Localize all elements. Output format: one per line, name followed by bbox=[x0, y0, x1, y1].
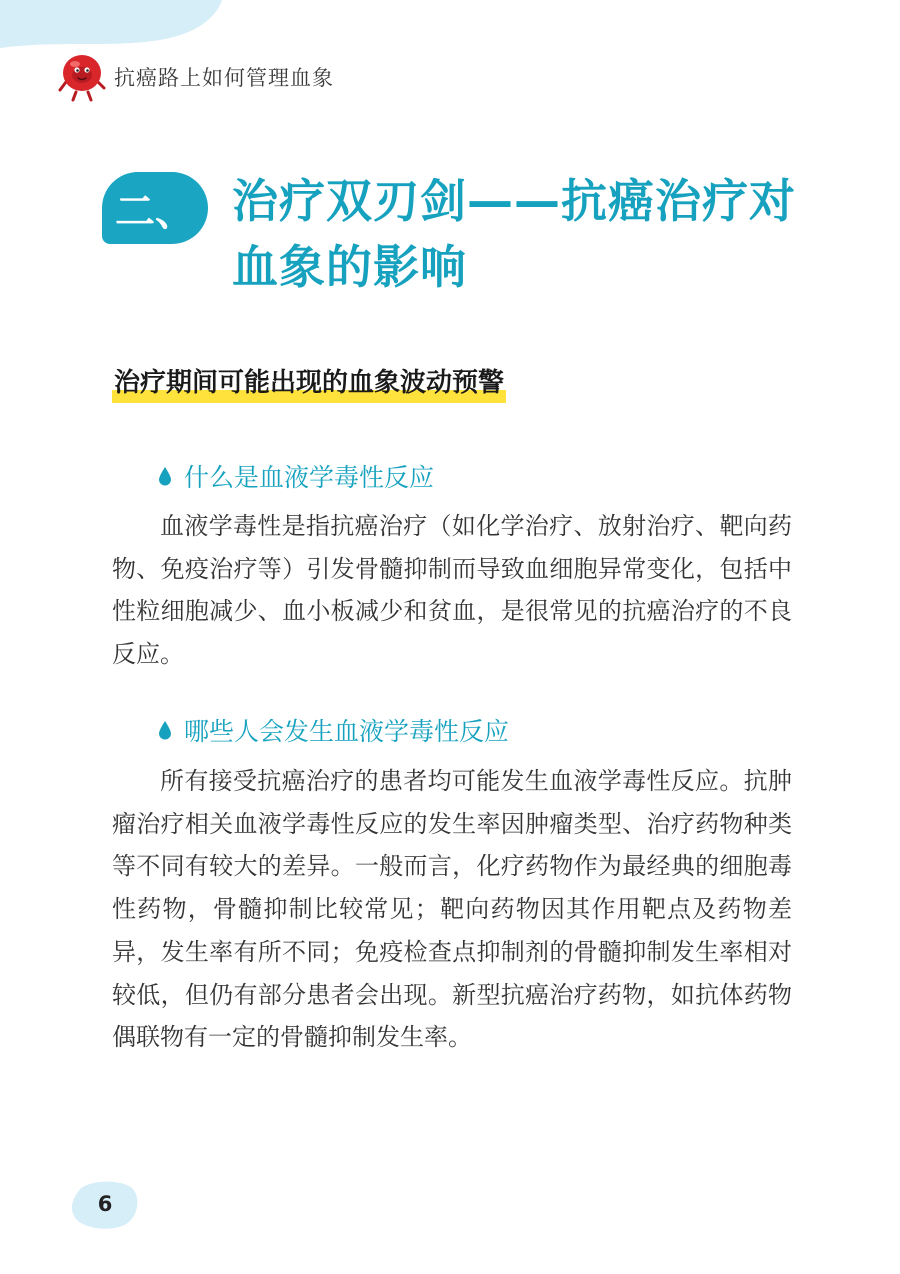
running-header bbox=[56, 52, 334, 102]
paragraph: 所有接受抗癌治疗的患者均可能发生血液学毒性反应。抗肿瘤治疗相关血液学毒性反应的发生率因肿瘤类型、治疗药物种类等不同有较大的差异。一般而言，化疗药物作为最经典的细胞毒性药物，骨髓抑制比较常见；靶向药物因其作用靶点及药物差异，发生率有所不同；免疫检查点抑制剂的骨髓抑制发生率相对较低，但仍有部分患者会出现。新型抗癌治疗药物，如抗体药物偶联物有一定的骨髓抑制发生率。 bbox=[112, 767, 792, 1052]
corner-decoration bbox=[0, 0, 240, 60]
water-drop-icon bbox=[158, 720, 172, 740]
red-blood-cell-mascot-icon bbox=[56, 52, 108, 102]
topic-label: 哪些人会发生血液学毒性反应 bbox=[184, 717, 510, 746]
page-number-label: 6 bbox=[97, 1192, 113, 1216]
paragraph: 血液学毒性是指抗癌治疗（如化学治疗、放射治疗、靶向药物、免疫治疗等）引发骨髓抑制而导致血细胞异常变化，包括中性粒细胞减少、血小板减少和贫血，是很常见的抗癌治疗的不良反应。 bbox=[112, 512, 792, 669]
section-title: 治疗双刃剑——抗癌治疗对血象的影响 bbox=[232, 174, 796, 294]
subsection-heading: 治疗期间可能出现的血象波动预警 bbox=[112, 362, 506, 403]
topic-heading bbox=[158, 712, 509, 748]
topic-heading bbox=[158, 458, 434, 494]
water-drop-icon bbox=[158, 466, 172, 486]
page-number bbox=[70, 1178, 140, 1230]
section-number-badge: 二、 bbox=[102, 172, 208, 244]
topic-label: 什么是血液学毒性反应 bbox=[184, 463, 435, 492]
book-title: 抗癌路上如何管理血象 bbox=[114, 66, 334, 90]
